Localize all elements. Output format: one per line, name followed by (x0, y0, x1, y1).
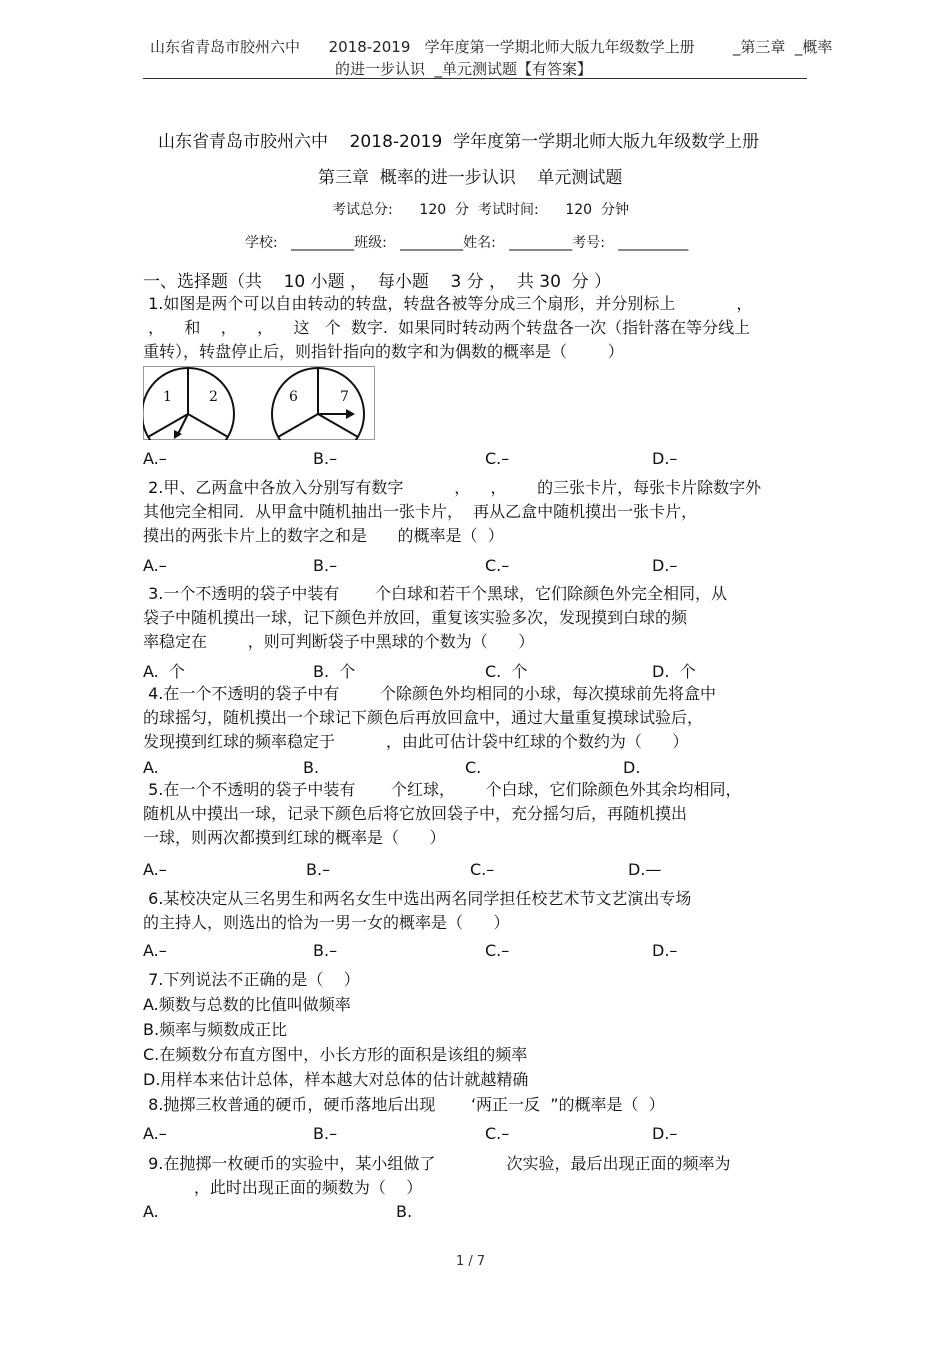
question-1-line2: ， 和 ， ， 这 个 数字. 如果同时转动两个转盘各一次（指针落在等分线上 (143, 318, 751, 337)
spinner-left-label-1: 1 (163, 389, 172, 405)
q3-option-d[interactable]: D. 个 (652, 662, 696, 681)
question-4-line2: 的球摇匀，随机摸出一个球记下颜色后再放回盒中，通过大量重复摸球试验后， (143, 708, 704, 727)
q8-option-c[interactable]: C.– (485, 1124, 510, 1143)
q6-option-b[interactable]: B.– (313, 941, 338, 960)
header-divider (143, 78, 807, 79)
q9-option-a[interactable]: A. (143, 1202, 159, 1221)
q1-option-a[interactable]: A.– (143, 449, 167, 468)
question-6-line2: 的主持人，则选出的恰为一男一女的概率是（ ） (143, 913, 510, 932)
question-5-line3: 一球，则两次都摸到红球的概率是（ ） (143, 828, 446, 847)
spinner-figure (143, 366, 375, 440)
exam-meta: 考试总分: 120 分 考试时间: 120 分钟 (332, 202, 629, 218)
q6-option-d[interactable]: D.– (652, 941, 678, 960)
q5-option-a[interactable]: A.– (143, 860, 167, 879)
q6-option-c[interactable]: C.– (485, 941, 510, 960)
doc-title-line1: 山东省青岛市胶州六中 2018-2019 学年度第一学期北师大版九年级数学上册 (158, 132, 760, 152)
q6-option-a[interactable]: A.– (143, 941, 167, 960)
spinner-left-label-2: 2 (209, 389, 218, 405)
question-6-line1: 6.某校决定从三名男生和两名女生中选出两名同学担任校艺术节文艺演出专场 (143, 889, 692, 908)
question-5-line2: 随机从中摸出一球，记录下颜色后将它放回袋子中，充分摇匀后，再随机摸出 (143, 804, 688, 823)
q3-option-c[interactable]: C. 个 (485, 662, 528, 681)
q7-option-b[interactable]: B.频率与频数成正比 (143, 1020, 288, 1039)
q9-option-b[interactable]: B. (396, 1202, 413, 1221)
doc-title-line2: 第三章 概率的进一步认识 单元测试题 (318, 168, 623, 188)
q2-option-d[interactable]: D.– (652, 556, 678, 575)
q1-option-c[interactable]: C.– (485, 449, 510, 468)
q4-option-b[interactable]: B. (303, 758, 320, 777)
question-9-line1: 9.在抛掷一枚硬币的实验中，某小组做了 次实验，最后出现正面的频率为 (143, 1154, 731, 1173)
q8-option-a[interactable]: A.– (143, 1124, 167, 1143)
q5-option-c[interactable]: C.– (470, 860, 495, 879)
question-9-line2: ，此时出现正面的频数为（ ） (143, 1178, 423, 1197)
question-8-line1: 8.抛掷三枚普通的硬币，硬币落地后出现 ‘两正一反 ”的概率是（ ） (143, 1095, 665, 1114)
q4-option-d[interactable]: D. (623, 758, 641, 777)
question-4-line3: 发现摸到红球的频率稳定于 ，由此可估计袋中红球的个数约为（ ） (143, 732, 689, 751)
running-header-line2: 的进一步认识 _单元测试题【有答案】 (335, 60, 593, 78)
spinner-right (272, 368, 364, 440)
question-3-line1: 3.一个不透明的袋子中装有 个白球和若干个黑球，它们除颜色外完全相同，从 (143, 584, 727, 603)
q3-option-a[interactable]: A. 个 (143, 662, 185, 681)
q8-option-b[interactable]: B.– (313, 1124, 338, 1143)
question-5-line1: 5.在一个不透明的袋子中装有 个红球， 个白球，它们除颜色外其余均相同， (143, 780, 742, 799)
q5-option-b[interactable]: B.– (306, 860, 331, 879)
spinner-right-label-6: 6 (289, 389, 298, 405)
question-3-line3: 率稳定在 ，则可判断袋子中黑球的个数为（ ） (143, 632, 535, 651)
q7-option-c[interactable]: C.在频数分布直方图中，小长方形的面积是该组的频率 (143, 1045, 528, 1064)
question-4-line1: 4.在一个不透明的袋子中有 个除颜色外均相同的小球，每次摸球前先将盒中 (143, 684, 717, 703)
q5-option-d[interactable]: D.— (628, 860, 662, 879)
q1-option-b[interactable]: B.– (313, 449, 338, 468)
question-2-line3: 摸出的两张卡片上的数字之和是 的概率是（ ） (143, 526, 504, 545)
student-info: 学校: _________班级: _________姓名: _________考号: __________ (245, 235, 689, 251)
q4-option-a[interactable]: A. (143, 758, 159, 777)
question-3-line2: 袋子中随机摸出一球，记下颜色并放回，重复该实验多次，发现摸到白球的频 (143, 608, 688, 627)
q7-option-d[interactable]: D.用样本来估计总体，样本越大对总体的估计就越精确 (143, 1070, 529, 1089)
q4-option-c[interactable]: C. (465, 758, 482, 777)
question-1-line3: 重转），转盘停止后，则指针指向的数字和为偶数的概率是（ ） (143, 342, 624, 361)
q1-option-d[interactable]: D.– (652, 449, 678, 468)
spinner-left (143, 368, 234, 440)
question-2-line2: 其他完全相同．从甲盒中随机抽出一张卡片， 再从乙盒中随机摸出一张卡片， (143, 502, 698, 521)
section-heading: 一、选择题（共 10 小题 ， 每小题 3 分 ， 共 30 分 ） (143, 272, 612, 292)
q2-option-a[interactable]: A.– (143, 556, 167, 575)
question-1-line1: 1.如图是两个可以自由转动的转盘，转盘各被等分成三个扇形，并分别标上 ， (143, 294, 753, 313)
spinner-right-label-7: 7 (340, 389, 349, 405)
q7-option-a[interactable]: A.频数与总数的比值叫做频率 (143, 995, 351, 1014)
question-2-line1: 2.甲、乙两盒中各放入分别写有数字 ， ， 的三张卡片，每张卡片除数字外 (143, 478, 762, 497)
page-number: 1 / 7 (456, 1254, 486, 1269)
q3-option-b[interactable]: B. 个 (313, 662, 356, 681)
running-header-line1: 山东省青岛市胶州六中 2018-2019 学年度第一学期北师大版九年级数学上册 _第三章 _概率 (150, 38, 833, 56)
question-7-stem: 7.下列说法不正确的是（ ） (143, 970, 360, 989)
q2-option-b[interactable]: B.– (313, 556, 338, 575)
q2-option-c[interactable]: C.– (485, 556, 510, 575)
q8-option-d[interactable]: D.– (652, 1124, 678, 1143)
